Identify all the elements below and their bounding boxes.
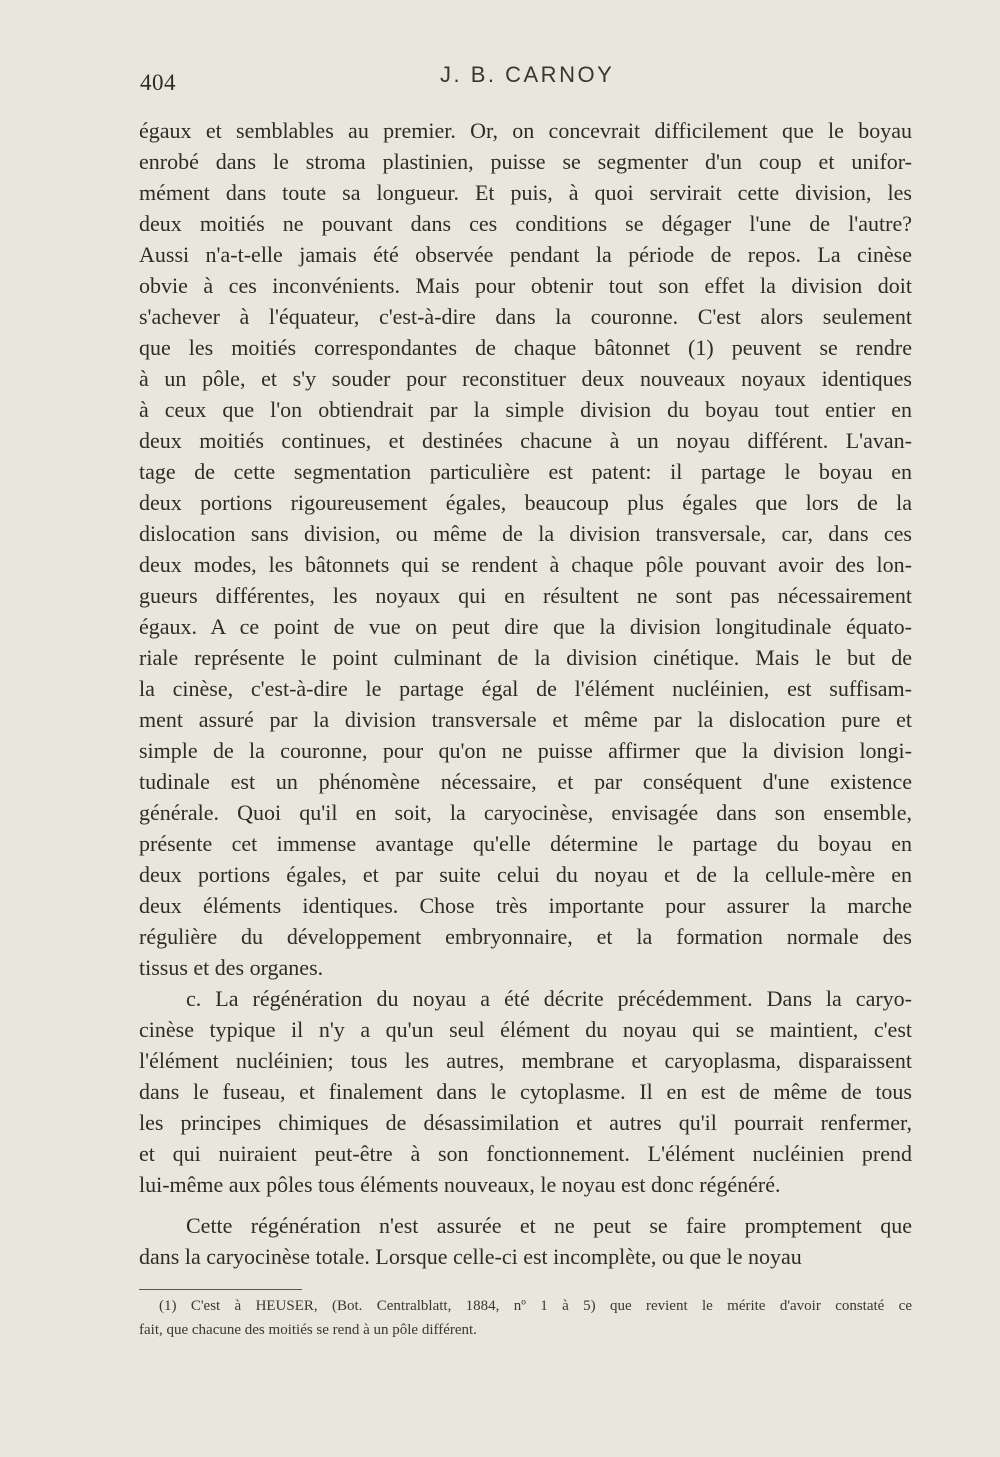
footnote (139, 1294, 912, 1342)
text-line: présente cet immense avantage qu'elle détermine le partage du boyau en (139, 831, 912, 856)
text-line: deux moitiés continues, et destinées chacune à un noyau différent. L'avan- (139, 428, 912, 453)
paragraph (139, 115, 912, 983)
text-line: les principes chimiques de désassimilation et autres qu'il pourrait renfermer, (139, 1110, 912, 1135)
text-line: lui-même aux pôles tous éléments nouveaux, le noyau est donc régénéré. (139, 1172, 781, 1197)
text-line: tage de cette segmentation particulière est patent: il partage le boyau en (139, 459, 912, 484)
text-line: cinèse typique il n'y a qu'un seul élément du noyau qui se maintient, c'est (139, 1017, 912, 1042)
paragraph-gap (139, 1200, 912, 1210)
page-header (140, 62, 912, 102)
page-number: 404 (140, 70, 176, 95)
text-line: que les moitiés correspondantes de chaque bâtonnet (1) peuvent se rendre (139, 335, 912, 360)
text-line: s'achever à l'équateur, c'est-à-dire dans la couronne. C'est alors seulement (139, 304, 912, 329)
text-line: à un pôle, et s'y souder pour reconstituer deux nouveaux noyaux identiques (139, 366, 912, 391)
text-line: enrobé dans le stroma plastinien, puisse se segmenter d'un coup et unifor- (139, 149, 912, 174)
text-line: Aussi n'a-t-elle jamais été observée pendant la période de repos. La cinèse (139, 242, 912, 267)
text-line: riale représente le point culminant de la division cinétique. Mais le but de (139, 645, 912, 670)
running-head: J. B. CARNOY (440, 62, 615, 87)
text-line: simple de la couronne, pour qu'on ne puisse affirmer que la division longi- (139, 738, 912, 763)
text-line: égaux. A ce point de vue on peut dire que la division longitudinale équato- (139, 614, 912, 639)
text-line: mément dans toute sa longueur. Et puis, à quoi servirait cette division, les (139, 180, 912, 205)
text-line: deux modes, les bâtonnets qui se rendent à chaque pôle pouvant avoir des lon- (139, 552, 912, 577)
text-line: et qui nuiraient peut-être à son fonctionnement. L'élément nucléinien prend (139, 1141, 912, 1166)
text-line: l'élément nucléinien; tous les autres, membrane et caryoplasma, disparaissent (139, 1048, 912, 1073)
text-line: ment assuré par la division transversale et même par la dislocation pure et (139, 707, 912, 732)
text-line: à ceux que l'on obtiendrait par la simple division du boyau tout entier en (139, 397, 912, 422)
paragraph (139, 1210, 912, 1272)
text-line: c. La régénération du noyau a été décrite précédemment. Dans la caryo- (186, 986, 912, 1011)
text-line: Cette régénération n'est assurée et ne peut se faire promptement que (186, 1213, 912, 1238)
text-line: obvie à ces inconvénients. Mais pour obtenir tout son effet la division doit (139, 273, 912, 298)
footnote-line: fait, que chacune des moitiés se rend à un pôle différent. (139, 1322, 477, 1338)
text-line: deux portions égales, et par suite celui du noyau et de la cellule-mère en (139, 862, 912, 887)
text-line: générale. Quoi qu'il en soit, la caryocinèse, envisagée dans son ensemble, (139, 800, 912, 825)
text-line: égaux et semblables au premier. Or, on concevrait difficilement que le boyau (139, 118, 912, 143)
paragraph (139, 983, 912, 1200)
body-text (139, 115, 912, 1272)
text-line: la cinèse, c'est-à-dire le partage égal de l'élément nucléinien, est suffisam- (139, 676, 912, 701)
text-line: tissus et des organes. (139, 955, 324, 980)
text-line: dans la caryocinèse totale. Lorsque celle-ci est incomplète, ou que le noyau (139, 1244, 802, 1269)
text-line: gueurs différentes, les noyaux qui en résultent ne sont pas nécessairement (139, 583, 912, 608)
text-line: deux éléments identiques. Chose très importante pour assurer la marche (139, 893, 912, 918)
text-line: régulière du développement embryonnaire, et la formation normale des (139, 924, 912, 949)
footnote-rule (139, 1289, 302, 1290)
text-line: dislocation sans division, ou même de la division transversale, car, dans ces (139, 521, 912, 546)
text-line: deux moitiés ne pouvant dans ces conditions se dégager l'une de l'autre? (139, 211, 912, 236)
text-line: deux portions rigoureusement égales, beaucoup plus égales que lors de la (139, 490, 912, 515)
footnote-line: (1) C'est à HEUSER, (Bot. Centralblatt, 1884, nº 1 à 5) que revient le mérite d'avoir constaté ce (159, 1298, 912, 1314)
text-line: tudinale est un phénomène nécessaire, et par conséquent d'une existence (139, 769, 912, 794)
text-line: dans le fuseau, et finalement dans le cytoplasme. Il en est de même de tous (139, 1079, 912, 1104)
